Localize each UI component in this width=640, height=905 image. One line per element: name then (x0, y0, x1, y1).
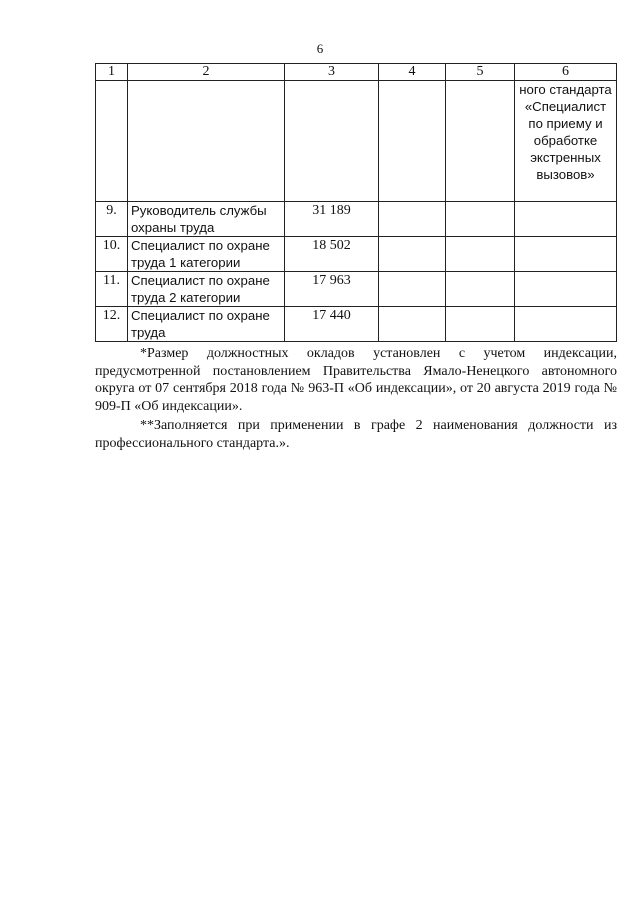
footnotes (95, 345, 617, 453)
salary-cell: 18 502 (285, 237, 379, 272)
footnote-professional-standard: **Заполняется при применении в графе 2 наименования должности из профессионального стандарта.». (95, 418, 617, 451)
col-6-cell (515, 272, 617, 307)
salary-cell: 17 963 (285, 272, 379, 307)
header-col-3: 3 (285, 64, 379, 81)
col-5-cell (446, 81, 515, 202)
col-4-cell (379, 272, 446, 307)
position-cell: Специалист по охране труда 1 категории (128, 237, 285, 272)
table-row (96, 272, 617, 307)
header-col-6: 6 (515, 64, 617, 81)
row-number (96, 81, 128, 202)
col-5-cell (446, 307, 515, 342)
header-col-5: 5 (446, 64, 515, 81)
row-number: 11. (96, 272, 128, 307)
header-col-4: 4 (379, 64, 446, 81)
footnote-salary-indexation: *Размер должностных окладов установлен с учетом индексации, предусмотренной постановлением Правительства Ямало-Ненецкого автономного округа от 07 сентября 2018 года № 963-П «Об индексации», от 20 августа 2019 года № 909-П «Об индексации». (95, 346, 617, 414)
row-number: 12. (96, 307, 128, 342)
table-row (96, 307, 617, 342)
col-4-cell (379, 202, 446, 237)
position-cell: Руководитель службы охраны труда (128, 202, 285, 237)
col-6-cell (515, 237, 617, 272)
salary-cell: 17 440 (285, 307, 379, 342)
salary-cell: 31 189 (285, 202, 379, 237)
professional-standard-cell: ного стандарта «Специалист по приему и обработке экстренных вызовов» (515, 81, 617, 202)
table-row (96, 81, 617, 202)
salary-cell (285, 81, 379, 202)
table-row (96, 237, 617, 272)
header-col-1: 1 (96, 64, 128, 81)
col-6-cell (515, 202, 617, 237)
col-4-cell (379, 81, 446, 202)
col-5-cell (446, 202, 515, 237)
col-4-cell (379, 307, 446, 342)
header-col-2: 2 (128, 64, 285, 81)
col-4-cell (379, 237, 446, 272)
position-cell: Специалист по охране труда (128, 307, 285, 342)
row-number: 10. (96, 237, 128, 272)
table-row (96, 202, 617, 237)
table-header-row (96, 64, 617, 81)
col-5-cell (446, 237, 515, 272)
col-6-cell (515, 307, 617, 342)
position-cell (128, 81, 285, 202)
salary-table (95, 63, 617, 342)
col-5-cell (446, 272, 515, 307)
row-number: 9. (96, 202, 128, 237)
page-number: 6 (316, 41, 324, 56)
position-cell: Специалист по охране труда 2 категории (128, 272, 285, 307)
